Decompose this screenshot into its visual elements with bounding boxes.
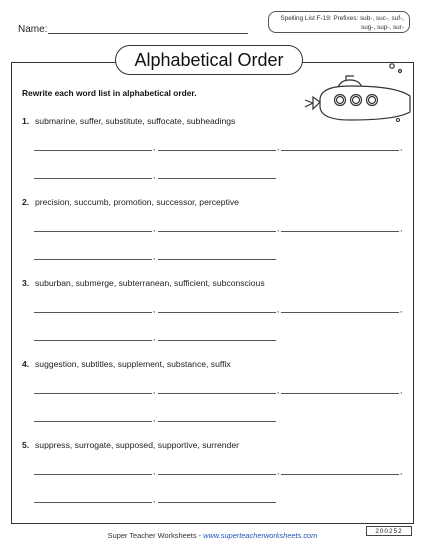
submarine-illustration xyxy=(300,62,416,124)
question-word-list: suggestion, subtitles, supplement, substance, suffix xyxy=(35,359,231,369)
answer-blank[interactable] xyxy=(34,178,152,179)
answer-blank[interactable] xyxy=(158,150,276,151)
question-word-list: submarine, suffer, substitute, suffocate, subheadings xyxy=(35,116,236,126)
instructions: Rewrite each word list in alphabetical order. xyxy=(22,88,197,98)
spelling-list-box xyxy=(268,11,410,33)
answer-blank[interactable] xyxy=(34,393,152,394)
answer-blank[interactable] xyxy=(281,393,399,394)
question-word-list: suppress, surrogate, supposed, supportive, surrender xyxy=(35,440,239,450)
question-number: 1. xyxy=(22,116,30,126)
question-number: 5. xyxy=(22,440,30,450)
name-field[interactable] xyxy=(48,33,248,34)
answer-blank[interactable] xyxy=(158,474,276,475)
answer-blank[interactable] xyxy=(281,312,399,313)
spelling-list-line-2: sug-, sup-, sur- xyxy=(361,24,404,31)
answer-blank[interactable] xyxy=(34,312,152,313)
worksheet-code: 200252 xyxy=(366,526,412,536)
answer-blank[interactable] xyxy=(281,231,399,232)
answer-blank[interactable] xyxy=(34,340,152,341)
answer-blank[interactable] xyxy=(34,502,152,503)
question-number: 4. xyxy=(22,359,30,369)
bubble-icon xyxy=(397,119,400,122)
answer-blank[interactable] xyxy=(158,340,276,341)
footer-text: Super Teacher Worksheets - xyxy=(107,531,204,540)
answer-blank[interactable] xyxy=(34,231,152,232)
answer-blank[interactable] xyxy=(158,178,276,179)
worksheet-title: Alphabetical Order xyxy=(115,45,303,75)
question-number: 2. xyxy=(22,197,30,207)
answer-blank[interactable] xyxy=(158,502,276,503)
answer-blank[interactable] xyxy=(34,259,152,260)
answer-blank[interactable] xyxy=(34,474,152,475)
question-number: 3. xyxy=(22,278,30,288)
answer-blank[interactable] xyxy=(281,150,399,151)
spelling-list-line-1: Spelling List F-19: Prefixes: sub-, suc-, suf-, xyxy=(280,15,404,22)
answer-blank[interactable] xyxy=(34,150,152,151)
answer-blank[interactable] xyxy=(158,421,276,422)
name-label: Name: xyxy=(18,24,48,35)
answer-blank[interactable] xyxy=(158,312,276,313)
answer-blank[interactable] xyxy=(158,231,276,232)
worksheet-frame xyxy=(11,62,414,524)
footer-link[interactable]: www.superteacherworksheets.com xyxy=(203,531,318,540)
bubble-icon xyxy=(399,70,402,73)
answer-blank[interactable] xyxy=(281,474,399,475)
bubble-icon xyxy=(390,64,394,68)
answer-blank[interactable] xyxy=(34,421,152,422)
footer xyxy=(0,531,425,540)
question-word-list: suburban, submerge, subterranean, sufficient, subconscious xyxy=(35,278,265,288)
question-word-list: precision, succumb, promotion, successor, perceptive xyxy=(35,197,239,207)
answer-blank[interactable] xyxy=(158,393,276,394)
answer-blank[interactable] xyxy=(158,259,276,260)
